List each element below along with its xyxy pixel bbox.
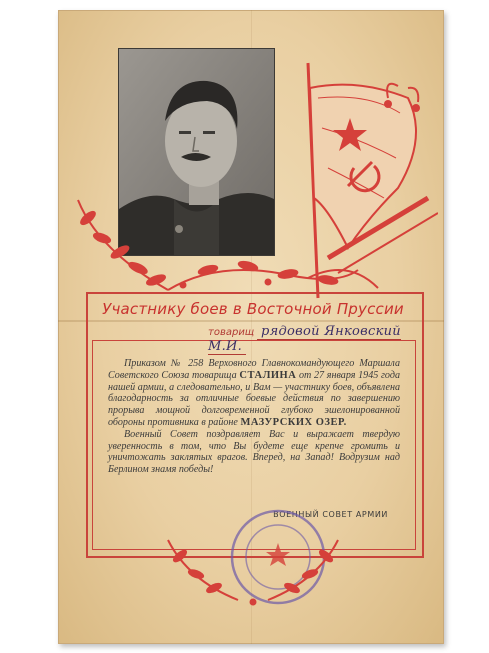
recipient-row	[208, 324, 428, 354]
comrade-label: товарищ	[208, 327, 255, 338]
paragraph-order-start: Приказом № 258 Верховного Главнокомандующего Маршала Советского Союза товарища	[108, 358, 400, 381]
place-name: МАЗУРСКИХ ОЗЕР.	[240, 416, 347, 428]
stalin-name: СТАЛИНА	[239, 369, 297, 381]
recipient-name: рядовой Янковский М.И.	[208, 324, 401, 354]
certificate-body	[108, 358, 400, 476]
signature-line: ВОЕННЫЙ СОВЕТ АРМИИ	[273, 510, 388, 519]
paragraph-order-rest: от 27 января 1945 года нашей армии, а следовательно, и Вам — участнику боев, объявлена благодарность за отличные боевые действия по завершению прорыва мощной долговременной глубоко эшелонированной обороны противника в районе	[108, 369, 400, 428]
paragraph-congrats: Военный Совет поздравляет Вас и выражает твердую уверенность в том, что Вы будете еще крепче громить и уничтожать заклятых врагов. Вперед, на Запад! Водрузим над Берлином знамя победы!	[108, 428, 400, 476]
certificate-paper	[58, 10, 444, 644]
certificate-title: Участнику боев в Восточной Пруссии	[102, 300, 404, 318]
paragraph-order	[108, 358, 400, 429]
bottom-laurel-ornament	[158, 530, 348, 610]
